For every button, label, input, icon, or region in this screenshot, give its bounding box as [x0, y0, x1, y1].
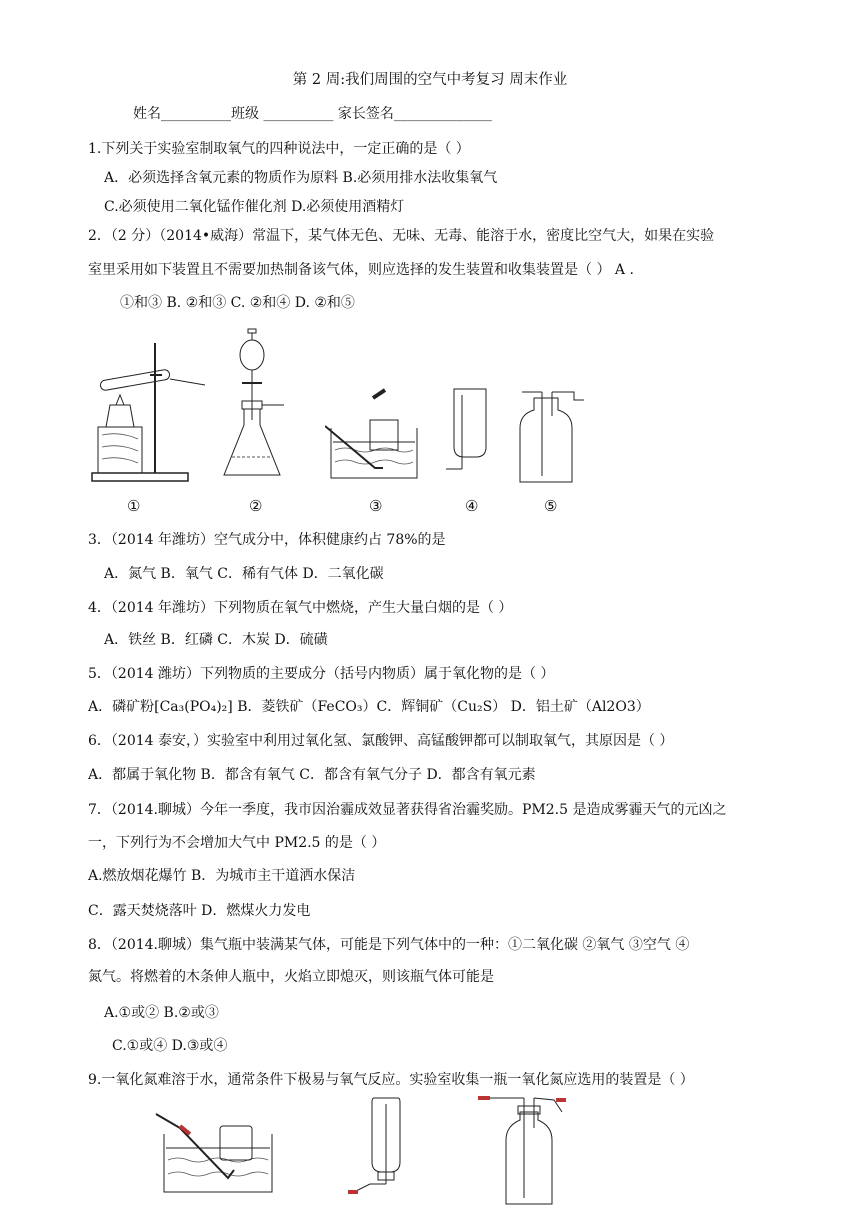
q9-apparatus-inverted-bottle	[340, 1092, 420, 1202]
question-8-stem: 8．（2014.聊城）集气瓶中装满某气体，可能是下列气体中的一种：①二氧化碳 ②氧气 ③空气 ④	[88, 937, 690, 953]
question-6-stem: 6．（2014 泰安，）实验室中利用过氧化氢、氯酸钾、高锰酸钾都可以制取氧气，其原因是（ ）	[88, 733, 674, 749]
question-4-stem: 4．（2014 年潍坊）下列物质在氧气中燃烧，产生大量白烟的是（ ）	[88, 600, 513, 616]
question-3-options: A．氮气 B．氧气 C．稀有气体 D．二氧化碳	[104, 566, 384, 582]
question-4-options: A．铁丝 B．红磷 C．木炭 D．硫磺	[104, 632, 328, 648]
question-2-stem: 2．（2 分）（2014•威海）常温下，某气体无色、无味、无毒、能溶于水，密度比空气大，如果在实验	[88, 228, 715, 244]
apparatus-4-inverted-bottle	[440, 385, 500, 485]
question-2-stem-cont: 室里采用如下装置且不需要加热制备该气体，则应选择的发生装置和收集装置是（ ） A .	[88, 262, 634, 278]
question-7-stem-cont: 一，下列行为不会增加大气中 PM2.5 的是（ ）	[88, 835, 386, 851]
question-8-options-ab: A.①或② B.②或③	[104, 1005, 219, 1021]
question-1-options-cd: C.必须使用二氧化锰作催化剂 D.必须使用酒精灯	[104, 199, 405, 215]
question-3-stem: 3．（2014 年潍坊）空气成分中，体积健康约占 78%的是	[88, 532, 446, 548]
question-9-stem: 9.一氧化氮难溶于水，通常条件下极易与氧气反应。实验室收集一瓶一氧化氮应选用的装置是（ ）	[88, 1072, 694, 1088]
apparatus-label-2: ②	[249, 497, 263, 515]
apparatus-label-5: ⑤	[544, 497, 558, 515]
question-5-options: A．磷矿粉[Ca₃(PO₄)₂] B．菱铁矿（FeCO₃）C．辉铜矿（Cu₂S） D．铝土矿（Al2O3）	[88, 699, 650, 715]
question-6-options: A．都属于氧化物 B．都含有氧气 C．都含有氧气分子 D．都含有氧元素	[88, 767, 536, 783]
question-8-stem-cont: 氮气。将燃着的木条伸人瓶中，火焰立即熄灭，则该瓶气体可能是	[88, 969, 494, 985]
apparatus-label-4: ④	[465, 497, 479, 515]
question-7-stem: 7．（2014.聊城）今年一季度，我市因治霾成效显著获得省治霾奖励。PM2.5 是造成雾霾天气的元凶之	[88, 802, 727, 818]
apparatus-2-flask-funnel	[212, 325, 302, 485]
question-5-stem: 5．（2014 潍坊）下列物质的主要成分（括号内物质）属于氧化物的是（ ）	[88, 666, 555, 682]
apparatus-label-1: ①	[127, 497, 141, 515]
question-7-options-cd: C．露天焚烧落叶 D．燃煤火力发电	[88, 903, 311, 919]
apparatus-3-water-trough	[325, 388, 425, 488]
page-title: 第 2 周:我们周围的空气中考复习 周末作业	[292, 72, 568, 88]
apparatus-5-upright-bottle	[518, 388, 588, 488]
header-fields: 姓名__________班级 __________ 家长签名______________	[133, 106, 492, 122]
question-1-stem: 1.下列关于实验室制取氧气的四种说法中，一定正确的是（ ）	[88, 141, 470, 157]
q9-apparatus-upright-bottle	[470, 1088, 580, 1208]
q9-apparatus-water-trough	[150, 1108, 280, 1198]
question-2-options: ①和③ B. ②和③ C. ②和④ D. ②和⑤	[120, 295, 355, 311]
apparatus-1-heating-setup	[90, 335, 210, 485]
question-7-options-ab: A.燃放烟花爆竹 B．为城市主干道洒水保洁	[88, 868, 356, 884]
question-8-options-cd: C.①或④ D.③或④	[112, 1038, 228, 1054]
question-1-options-ab: A．必须选择含氧元素的物质作为原料 B.必须用排水法收集氧气	[104, 170, 498, 186]
apparatus-label-3: ③	[369, 497, 383, 515]
